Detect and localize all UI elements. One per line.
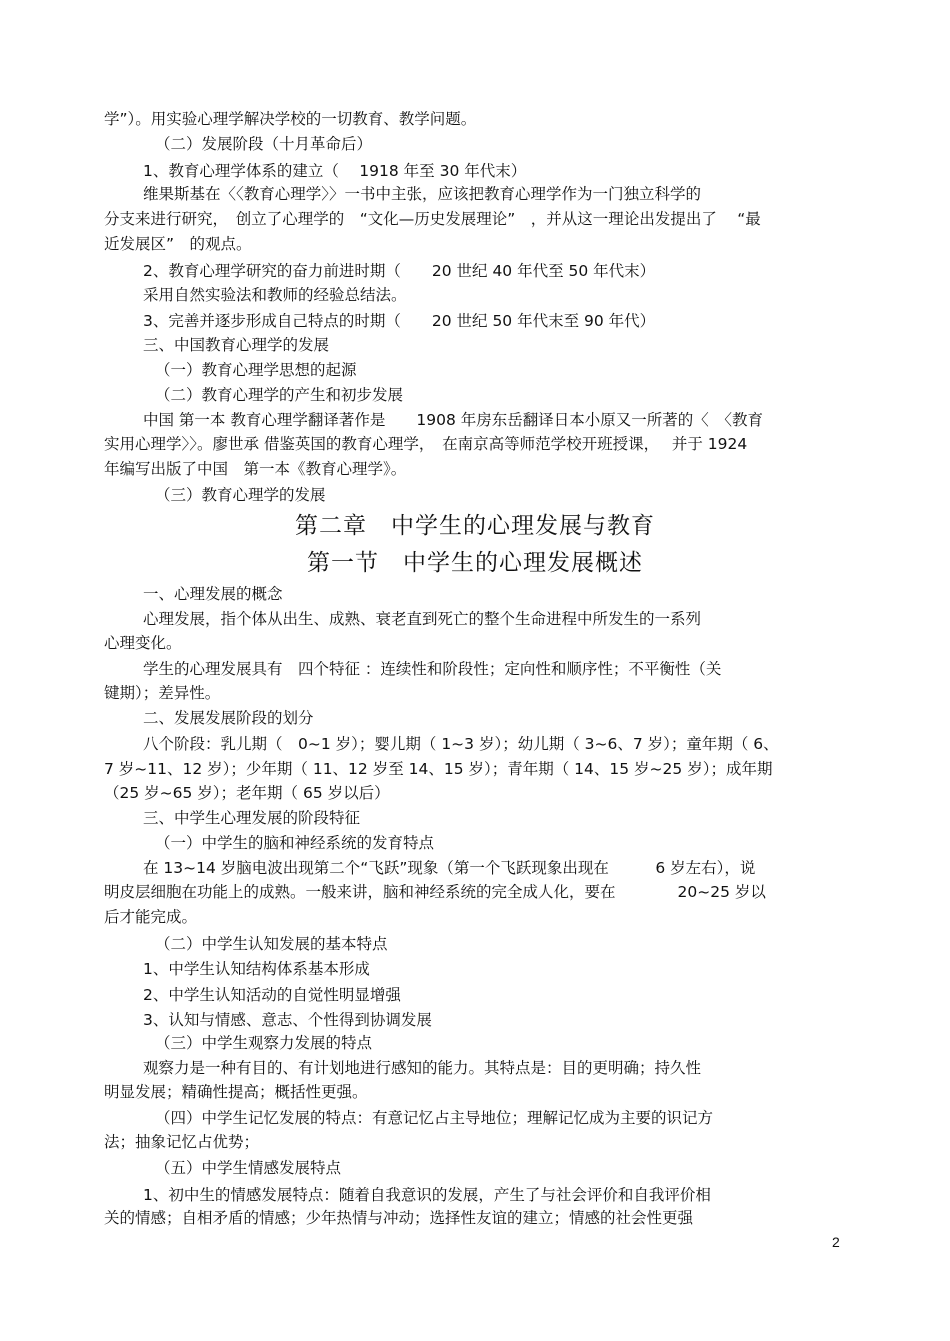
text-line: 一、心理发展的概念 bbox=[143, 585, 283, 603]
text-line: （三）教育心理学的发展 bbox=[155, 486, 326, 504]
text-line: 观察力是一种有目的、有计划地进行感知的能力。其特点是：目的更明确；持久性 bbox=[143, 1059, 702, 1077]
text-line: 三、中学生心理发展的阶段特征 bbox=[143, 809, 361, 827]
text-line: （25 岁~65 岁）；老年期（ 65 岁以后） bbox=[104, 784, 390, 802]
chapter-title: 第二章 中学生的心理发展与教育 bbox=[295, 513, 655, 539]
text-line: 明显发展；精确性提高；概括性更强。 bbox=[104, 1083, 368, 1101]
page-number: 2 bbox=[832, 1234, 840, 1250]
text-line: 中国 第一本 教育心理学翻译著作是 1908 年房东岳翻译日本小原又一所著的〈 〈教育 bbox=[143, 411, 763, 429]
text-line: （三）中学生观察力发展的特点 bbox=[155, 1034, 373, 1052]
text-line: 在 13~14 岁脑电波出现第二个“飞跃”现象（第一个飞跃现象出现在 6 岁左右），说 bbox=[143, 859, 756, 877]
text-line: （二）教育心理学的产生和初步发展 bbox=[155, 386, 404, 404]
text-line: 3、完善并逐步形成自己特点的时期（ 20 世纪 50 年代末至 90 年代） bbox=[143, 312, 656, 330]
text-line: （五）中学生情感发展特点 bbox=[155, 1159, 342, 1177]
text-line: 分支来进行研究， 创立了心理学的 “文化—历史发展理论” ，并从这一理论出发提出了 “最 bbox=[104, 210, 761, 228]
text-line: 维果斯基在〈〈教育心理学〉〉一书中主张，应该把教育心理学作为一门独立科学的 bbox=[143, 185, 702, 203]
text-line: （四）中学生记忆发展的特点：有意记忆占主导地位；理解记忆成为主要的识记方 bbox=[155, 1109, 714, 1127]
text-line: 键期）；差异性。 bbox=[104, 684, 221, 702]
text-line: 1、教育心理学体系的建立（ 1918 年至 30 年代末） bbox=[143, 162, 527, 180]
text-line: （二）中学生认知发展的基本特点 bbox=[155, 935, 388, 953]
text-line: （二）发展阶段（十月革命后） bbox=[155, 135, 373, 153]
text-line: 三、中国教育心理学的发展 bbox=[143, 336, 330, 354]
text-line: 3、认知与情感、意志、个性得到协调发展 bbox=[143, 1011, 432, 1029]
text-line: 2、教育心理学研究的奋力前进时期（ 20 世纪 40 年代至 50 年代末） bbox=[143, 262, 656, 280]
section-title: 第一节 中学生的心理发展概述 bbox=[307, 550, 643, 576]
text-line: 近发展区” 的观点。 bbox=[104, 235, 252, 253]
text-line: 7 岁~11、12 岁）；少年期（ 11、12 岁至 14、15 岁）；青年期（ 14、15 岁~25 岁）；成年期 bbox=[104, 760, 773, 778]
text-line: 1、中学生认知结构体系基本形成 bbox=[143, 960, 370, 978]
text-line: 法；抽象记忆占优势； bbox=[104, 1133, 260, 1151]
text-line: 2、中学生认知活动的自觉性明显增强 bbox=[143, 986, 401, 1004]
text-line: 实用心理学〉〉。廖世承 借鉴英国的教育心理学， 在南京高等师范学校开班授课， 并于 1924 bbox=[104, 435, 748, 453]
text-line: 1、初中生的情感发展特点：随着自我意识的发展，产生了与社会评价和自我评价相 bbox=[143, 1186, 711, 1204]
text-line: 二、发展发展阶段的划分 bbox=[143, 709, 314, 727]
text-line: 年编写出版了中国 第一本《教育心理学》。 bbox=[104, 460, 407, 478]
text-line: 八个阶段：乳儿期（ 0~1 岁）；婴儿期（ 1~3 岁）；幼儿期（ 3~6、7 岁）；童年期（ 6、 bbox=[143, 735, 779, 753]
text-line: 关的情感；自相矛盾的情感；少年热情与冲动；选择性友谊的建立；情感的社会性更强 bbox=[104, 1209, 694, 1227]
text-line: 明皮层细胞在功能上的成熟。一般来讲，脑和神经系统的完全成人化，要在 20~25 岁以 bbox=[104, 883, 766, 901]
text-line: 采用自然实验法和教师的经验总结法。 bbox=[143, 286, 407, 304]
text-line: 学生的心理发展具有 四个特征 ：连续性和阶段性；定向性和顺序性；不平衡性（关 bbox=[143, 660, 722, 678]
text-line: （一）教育心理学思想的起源 bbox=[155, 361, 357, 379]
text-line: 后才能完成。 bbox=[104, 908, 198, 926]
text-line: 学”）。用实验心理学解决学校的一切教育、教学问题。 bbox=[104, 110, 477, 128]
text-line: （一）中学生的脑和神经系统的发育特点 bbox=[155, 834, 435, 852]
text-line: 心理发展，指个体从出生、成熟、衰老直到死亡的整个生命进程中所发生的一系列 bbox=[143, 610, 702, 628]
text-line: 心理变化。 bbox=[104, 634, 182, 652]
